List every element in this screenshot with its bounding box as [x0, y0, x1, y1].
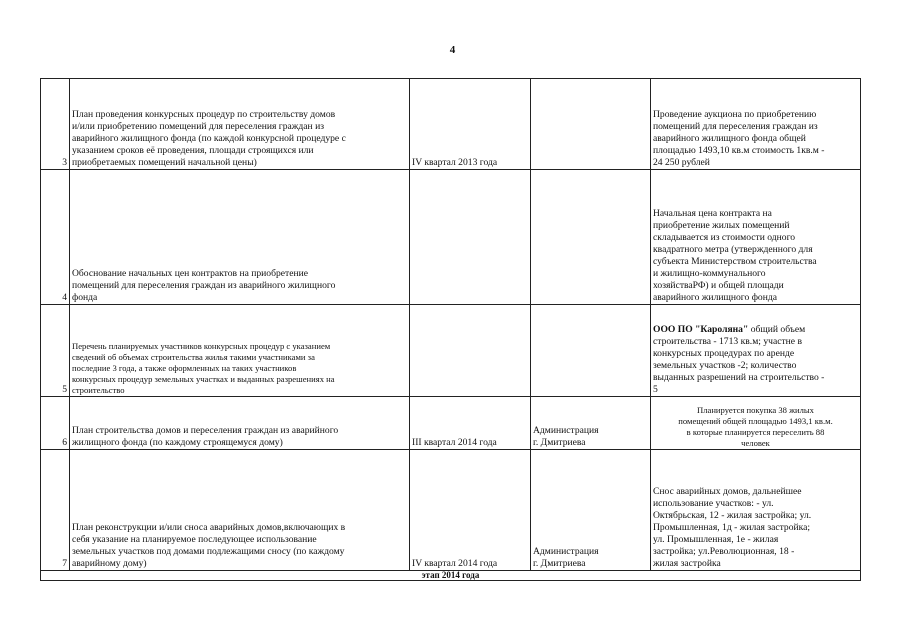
row-responsible [531, 79, 651, 170]
row-responsible: Администрация г. Дмитриева [531, 397, 651, 450]
row-description: План проведения конкурсных процедур по строительству домов и/или приобретению помещений для переселения граждан из аварийного жилищного фонда (по каждой конкурсной процедуре с указанием сроков её проведения, площади строящихся или приобретаемых помещений начальной цены) [70, 79, 410, 170]
row-responsible [531, 305, 651, 397]
table-row [41, 170, 861, 305]
table-row [41, 397, 861, 450]
row-number: 6 [41, 397, 70, 450]
stage-row [41, 571, 861, 581]
row-note: Начальная цена контракта на приобретение жилых помещений складывается из стоимости одного квадратного метра (утвержденного для субъекта Министерством строительства и жилищно-коммунального хозяйстваРФ) и общей площади аварийного жилищного фонда [651, 170, 861, 305]
stage-label: этап 2014 года [41, 571, 861, 581]
table-row [41, 305, 861, 397]
row-number: 4 [41, 170, 70, 305]
row-note [651, 305, 861, 397]
row-term [410, 170, 531, 305]
row-responsible: Администрация г. Дмитриева [531, 450, 651, 571]
row-term: IV квартал 2013 года [410, 79, 531, 170]
row-note: Снос аварийных домов, дальнейшее использование участков: - ул. Октябрьская, 12 - жилая застройка; ул. Промышленная, 1д - жилая застройка; ул. Промышленная, 1е - жилая застройка; ул.Революционная, 18 - жилая застройка [651, 450, 861, 571]
row-description: План реконструкции и/или сноса аварийных домов,включающих в себя указание на планируемое последующее использование земельных участков под домами подлежащими сносу (по каждому аварийному дому) [70, 450, 410, 571]
row-note: Проведение аукциона по приобретению помещений для переселения граждан из аварийного жилищного фонда общей площадью 1493,10 кв.м стоимость 1кв.м - 24 250 рублей [651, 79, 861, 170]
row-description: Обоснование начальных цен контрактов на приобретение помещений для переселения граждан из аварийного жилищного фонда [70, 170, 410, 305]
row-responsible [531, 170, 651, 305]
company-name: ООО ПО "Кароляна" [653, 324, 749, 335]
row-description: План строительства домов и переселения граждан из аварийного жилищного фонда (по каждому строящемуся дому) [70, 397, 410, 450]
table-row [41, 450, 861, 571]
row-term [410, 305, 531, 397]
page-number: 4 [449, 44, 456, 56]
table-row [41, 79, 861, 170]
row-number: 5 [41, 305, 70, 397]
row-term: III квартал 2014 года [410, 397, 531, 450]
row-term: IV квартал 2014 года [410, 450, 531, 571]
row-number: 7 [41, 450, 70, 571]
row-description: Перечень планируемых участников конкурсных процедур с указанием сведений об объемах строительства жилья такими участниками за последние 3 года, а также оформленных на таких участников конкурсных процедур земельных участках и выданных разрешениях на строительство [70, 305, 410, 397]
row-note: Планируется покупка 38 жилых помещений общей площадью 1493,1 кв.м. в которые планируется переселить 88 человек [651, 397, 861, 450]
row-number: 3 [41, 79, 70, 170]
row-note-text: общий объем строительства - 1713 кв.м; участне в конкурсных процедурах по аренде земельных участков -2; количество выданных разрешений на строительство - 5 [653, 324, 825, 395]
plan-table [40, 78, 861, 581]
